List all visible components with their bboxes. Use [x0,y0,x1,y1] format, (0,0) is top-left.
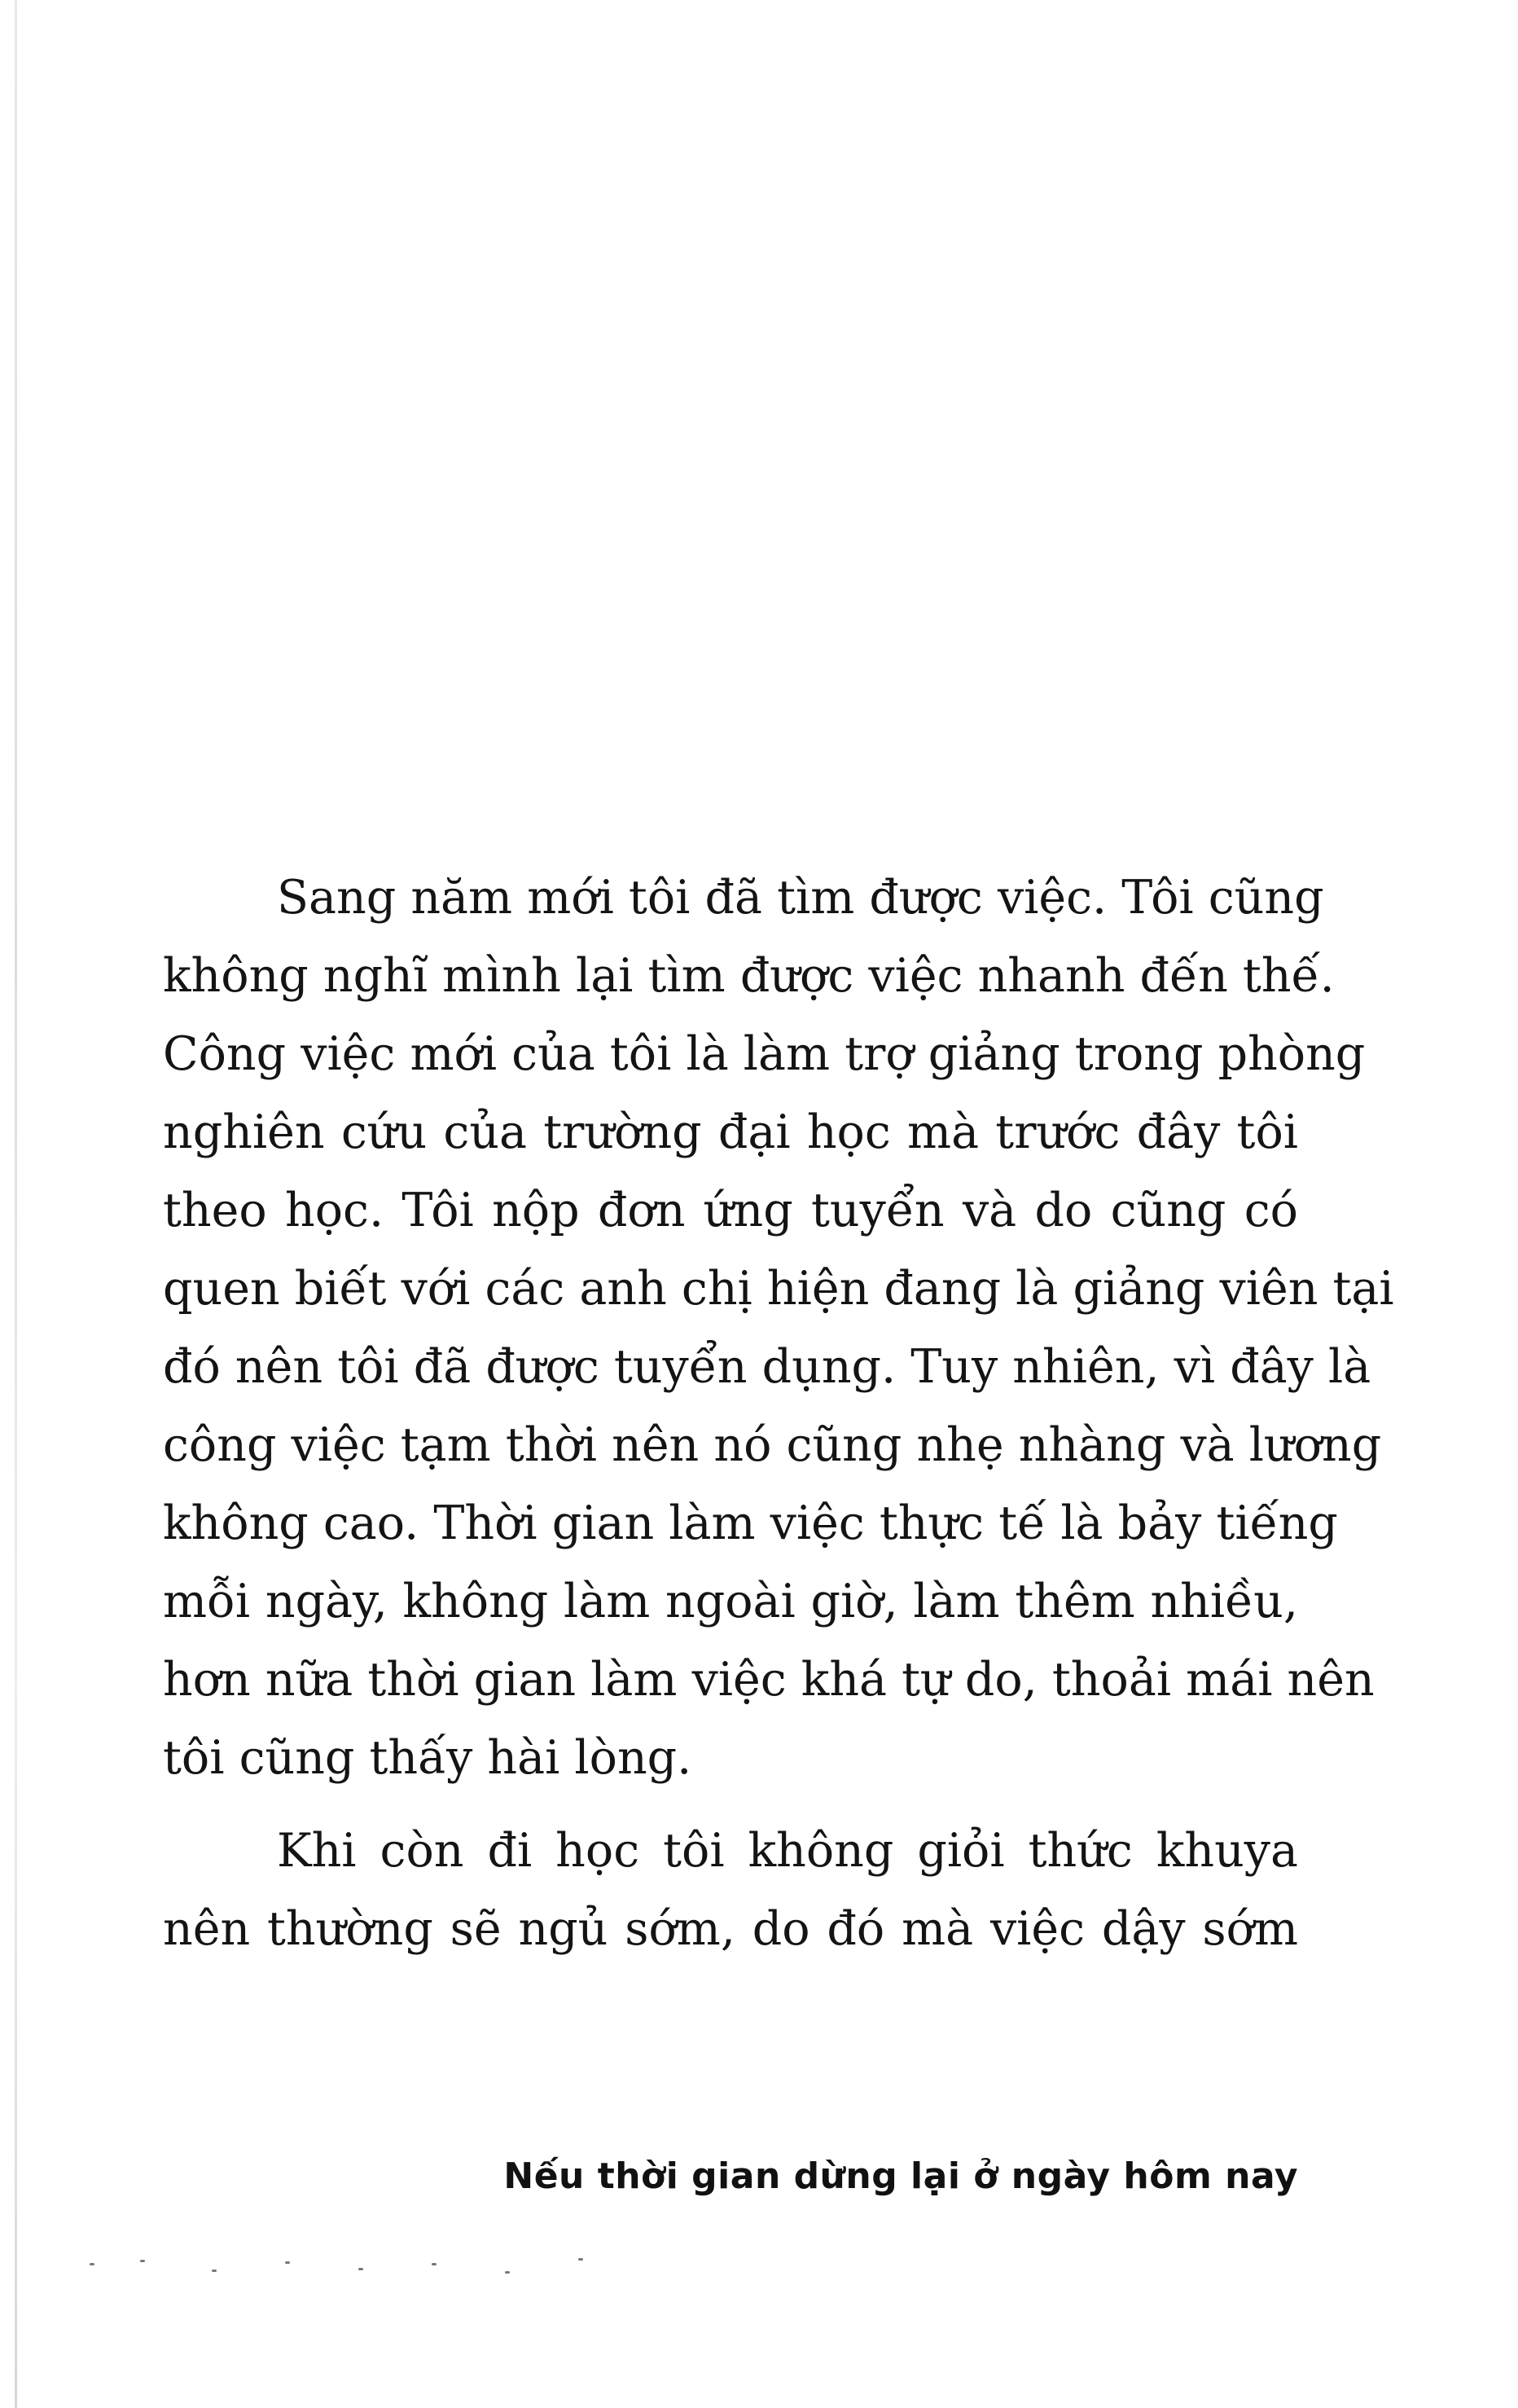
scan-speck [285,2261,290,2264]
scan-artifacts [90,2258,660,2283]
scan-speck [578,2258,583,2261]
paragraph-gap [163,1797,1298,1812]
paragraph-2-line-1: Khi còn đi học tôi không giỏi thức khuya [277,1824,1298,1878]
paragraph-1-line-1: Sang năm mới tôi đã tìm được việc. Tôi cũng [277,871,1324,925]
scan-speck [140,2260,145,2262]
page-binding-edge [15,0,17,2408]
paragraph-1-line-5: theo học. Tôi nộp đơn ứng tuyển và do cũng có [163,1184,1298,1237]
scan-speck [358,2268,363,2270]
scan-speck [505,2271,510,2274]
paragraph-1-line-10: mỗi ngày, không làm ngoài giờ, làm thêm nhiều, [163,1575,1298,1628]
paragraph-1-line-6: quen biết với các anh chị hiện đang là giảng viên tại [163,1262,1394,1316]
paragraph-1-line-7: đó nên tôi đã được tuyển dụng. Tuy nhiên, vì đây là [163,1340,1371,1394]
paragraph-1-line-12: tôi cũng thấy hài lòng. [163,1731,692,1785]
scan-speck [432,2263,437,2265]
paragraph-2-line-2: nên thường sẽ ngủ sớm, do đó mà việc dậy sớm [163,1902,1298,1956]
paragraph-1-line-4: nghiên cứu của trường đại học mà trước đây tôi [163,1105,1298,1159]
paragraph-1-line-3: Công việc mới của tôi là làm trợ giảng trong phòng [163,1027,1366,1081]
paragraph-1-line-2: không nghĩ mình lại tìm được việc nhanh đến thế. [163,949,1335,1003]
body-text [163,859,1394,1968]
running-footer-book-title: Nếu thời gian dừng lại ở ngày hôm nay [503,2155,1298,2197]
paragraph-1-line-11: hơn nữa thời gian làm việc khá tự do, thoải mái nên [163,1653,1375,1707]
paragraph-1-line-9: không cao. Thời gian làm việc thực tế là bảy tiếng [163,1496,1338,1550]
scan-speck [90,2263,94,2265]
scan-speck [212,2270,217,2272]
paragraph-1-line-8: công việc tạm thời nên nó cũng nhẹ nhàng và lương [163,1418,1382,1472]
